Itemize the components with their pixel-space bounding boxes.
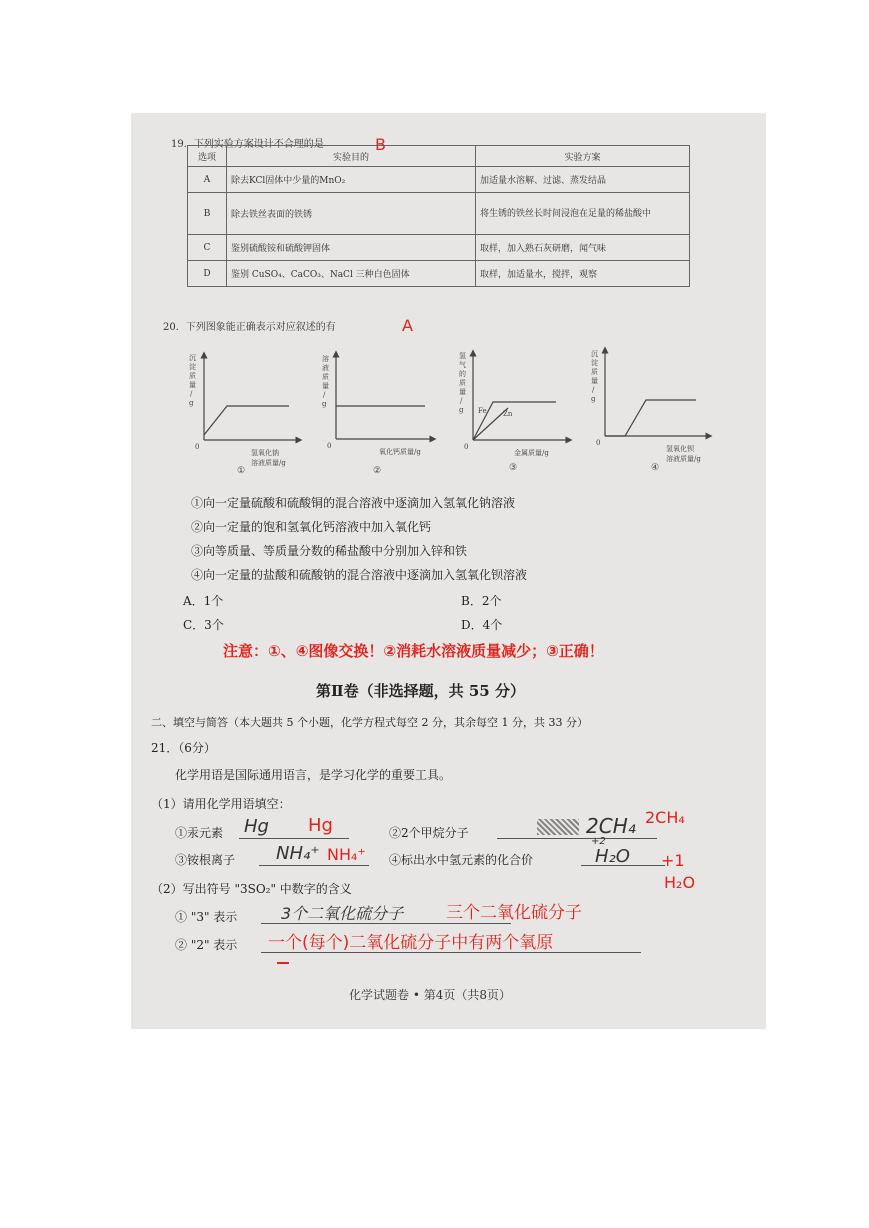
g3-yl-2: 的 <box>459 370 466 378</box>
scribble-mark <box>537 819 579 835</box>
g1-yl-2: 质 <box>189 372 196 380</box>
part2-title: 第Ⅱ卷（非选择题，共 55 分） <box>316 682 525 700</box>
g2-yl-0: 溶 <box>322 355 329 363</box>
q20-statement-4: ④向一定量的盐酸和硫酸钠的混合溶液中逐滴加入氢氧化钡溶液 <box>191 568 528 582</box>
g4-num: ④ <box>651 463 660 473</box>
graph-1-curve <box>204 406 289 435</box>
g4-yl-3: 量 <box>591 377 598 385</box>
table-row <box>188 167 690 193</box>
g3-fe-label: Fe <box>478 407 487 415</box>
exam-page <box>131 113 766 1029</box>
g3-yl-5: / <box>460 397 463 405</box>
row-purpose: 鉴别硫酸铵和硫酸钾固体 <box>227 235 476 261</box>
q20-answer: A <box>402 316 413 335</box>
g1-yl-4: / <box>190 390 193 398</box>
q20-stem: 20．下列图象能正确表示对应叙述的有 <box>163 322 336 333</box>
g3-yl-3: 质 <box>459 379 466 387</box>
g3-origin: 0 <box>464 443 469 451</box>
blank-line-2 <box>497 838 657 839</box>
g3-yl-0: 氢 <box>459 352 466 360</box>
red-answer-6: 一个(每个)二氧化硫分子中有两个氧原 <box>268 933 554 953</box>
page-footer: 化学试题卷 • 第4页（共8页） <box>349 988 511 1002</box>
row-option: B <box>188 193 227 235</box>
row-option: C <box>188 235 227 261</box>
q20-choice-a: A．1个 <box>183 594 224 608</box>
g1-yl-3: 量 <box>189 381 196 389</box>
g4-origin: 0 <box>596 439 601 447</box>
g1-yl-0: 沉 <box>189 354 196 362</box>
q21-sub2: （2）写出符号 "3SO₂" 中数字的含义 <box>151 882 352 896</box>
red-answer-2: 2CH₄ <box>645 808 685 827</box>
g3-yl-4: 量 <box>459 388 466 396</box>
red-answer-4a: +1 <box>661 851 685 870</box>
red-underline-mark <box>277 962 289 964</box>
g3-yl-6: g <box>459 406 464 414</box>
table-row <box>188 193 690 235</box>
g3-zn-label: Zn <box>503 410 513 418</box>
header-purpose: 实验目的 <box>227 146 476 167</box>
row-purpose: 除去铁丝表面的铁锈 <box>227 193 476 235</box>
q20-choice-b: B．2个 <box>461 594 502 608</box>
g2-yl-4: / <box>323 391 326 399</box>
q19-stem-text: 19．下列实验方案设计不合理的是 <box>171 139 324 150</box>
g4-yl-4: / <box>592 386 595 394</box>
row-option: D <box>188 261 227 287</box>
g4-yl-0: 沉 <box>591 350 598 358</box>
graph-1 <box>189 354 299 475</box>
g3-num: ③ <box>509 463 518 473</box>
q21-title: 21．（6分） <box>151 741 216 755</box>
red-answer-4b: H₂O <box>664 873 696 892</box>
item-mercury: ①汞元素 <box>175 826 224 840</box>
g1-xl-0: 氢氧化钠 <box>251 449 279 457</box>
graph-2 <box>322 354 433 475</box>
q20-note: 注意：①、④图像交换！②消耗水溶液质量减少；③正确！ <box>223 642 604 660</box>
q21-sub1: （1）请用化学用语填空： <box>151 797 291 811</box>
g4-xl-1: 溶液质量/g <box>666 455 701 463</box>
table-row <box>188 261 690 287</box>
header-option: 选项 <box>188 146 227 167</box>
graph-3 <box>459 351 569 473</box>
g2-num: ② <box>373 466 382 475</box>
graph-4 <box>591 350 709 473</box>
g1-num: ① <box>237 466 246 475</box>
row-plan: 取样，加适量水，搅拌，观察 <box>476 261 690 287</box>
q20-statement-3: ③向等质量、等质量分数的稀盐酸中分别加入锌和铁 <box>191 544 468 558</box>
g4-yl-1: 淀 <box>591 359 598 367</box>
g3-yl-1: 气 <box>459 361 466 369</box>
item-methane: ②2个甲烷分子 <box>389 826 469 840</box>
hand-answer-3: NH₄⁺ <box>276 843 320 864</box>
item-valence: ④标出水中氢元素的化合价 <box>389 853 534 867</box>
row-plan: 将生锈的铁丝长时间浸泡在足量的稀盐酸中 <box>476 193 690 235</box>
q19-table <box>187 145 690 287</box>
q20-choice-d: D．4个 <box>461 618 503 632</box>
g3-xl-0: 金属质量/g <box>514 449 549 457</box>
row-plan: 取样，加入熟石灰研磨，闻气味 <box>476 235 690 261</box>
q20-choice-c: C．3个 <box>183 618 224 632</box>
table-header-row <box>188 146 690 167</box>
g2-xl-0: 氧化钙质量/g <box>379 448 421 456</box>
q21-intro: 化学用语是国际通用语言，是学习化学的重要工具。 <box>175 768 452 782</box>
row-purpose: 鉴别 CuSO₄、CaCO₃、NaCl 三种白色固体 <box>227 261 476 287</box>
item-digit-2: ② "2" 表示 <box>175 938 238 952</box>
g2-yl-3: 量 <box>322 382 329 390</box>
g4-yl-2: 质 <box>591 368 598 376</box>
item-digit-3: ① "3" 表示 <box>175 910 238 924</box>
row-plan: 加适量水溶解、过滤、蒸发结晶 <box>476 167 690 193</box>
hand-answer-4-sup: +2 <box>591 836 606 847</box>
g2-yl-1: 液 <box>322 364 329 372</box>
header-plan: 实验方案 <box>476 146 690 167</box>
row-purpose: 除去KCl固体中少量的MnO₂ <box>227 167 476 193</box>
part2-section: 二、填空与简答（本大题共 5 个小题，化学方程式每空 2 分，其余每空 1 分，共 33 分） <box>151 716 588 729</box>
item-ammonium: ③铵根离子 <box>175 853 236 867</box>
hand-answer-4: H₂O <box>595 846 630 867</box>
g2-origin: 0 <box>327 442 332 450</box>
g1-yl-1: 淀 <box>189 363 196 371</box>
q20-statement-2: ②向一定量的饱和氢氧化钙溶液中加入氧化钙 <box>191 520 432 534</box>
q20-statement-1: ①向一定量硫酸和硫酸铜的混合溶液中逐滴加入氢氧化钠溶液 <box>191 496 516 510</box>
graph-4-curve <box>605 400 696 436</box>
hand-answer-5: 3个二氧化硫分子 <box>281 904 404 923</box>
g2-yl-5: g <box>322 400 327 408</box>
table-row <box>188 235 690 261</box>
hand-answer-2: 2CH₄ <box>586 814 636 838</box>
red-answer-1: Hg <box>308 815 333 836</box>
g4-yl-5: g <box>591 395 596 403</box>
red-answer-5: 三个二氧化硫分子 <box>446 903 582 923</box>
g1-origin: 0 <box>195 443 200 451</box>
q20-graphs <box>171 345 751 475</box>
g2-yl-2: 质 <box>322 373 329 381</box>
g4-xl-0: 氢氧化钡 <box>666 445 694 453</box>
red-answer-3: NH₄⁺ <box>327 845 366 864</box>
blank-line-1 <box>239 838 349 839</box>
row-option: A <box>188 167 227 193</box>
q19-answer: B <box>375 135 386 154</box>
g1-yl-5: g <box>189 399 194 407</box>
hand-answer-1: Hg <box>244 816 269 837</box>
g1-xl-1: 溶液质量/g <box>251 459 286 467</box>
blank-line-3 <box>259 865 369 866</box>
